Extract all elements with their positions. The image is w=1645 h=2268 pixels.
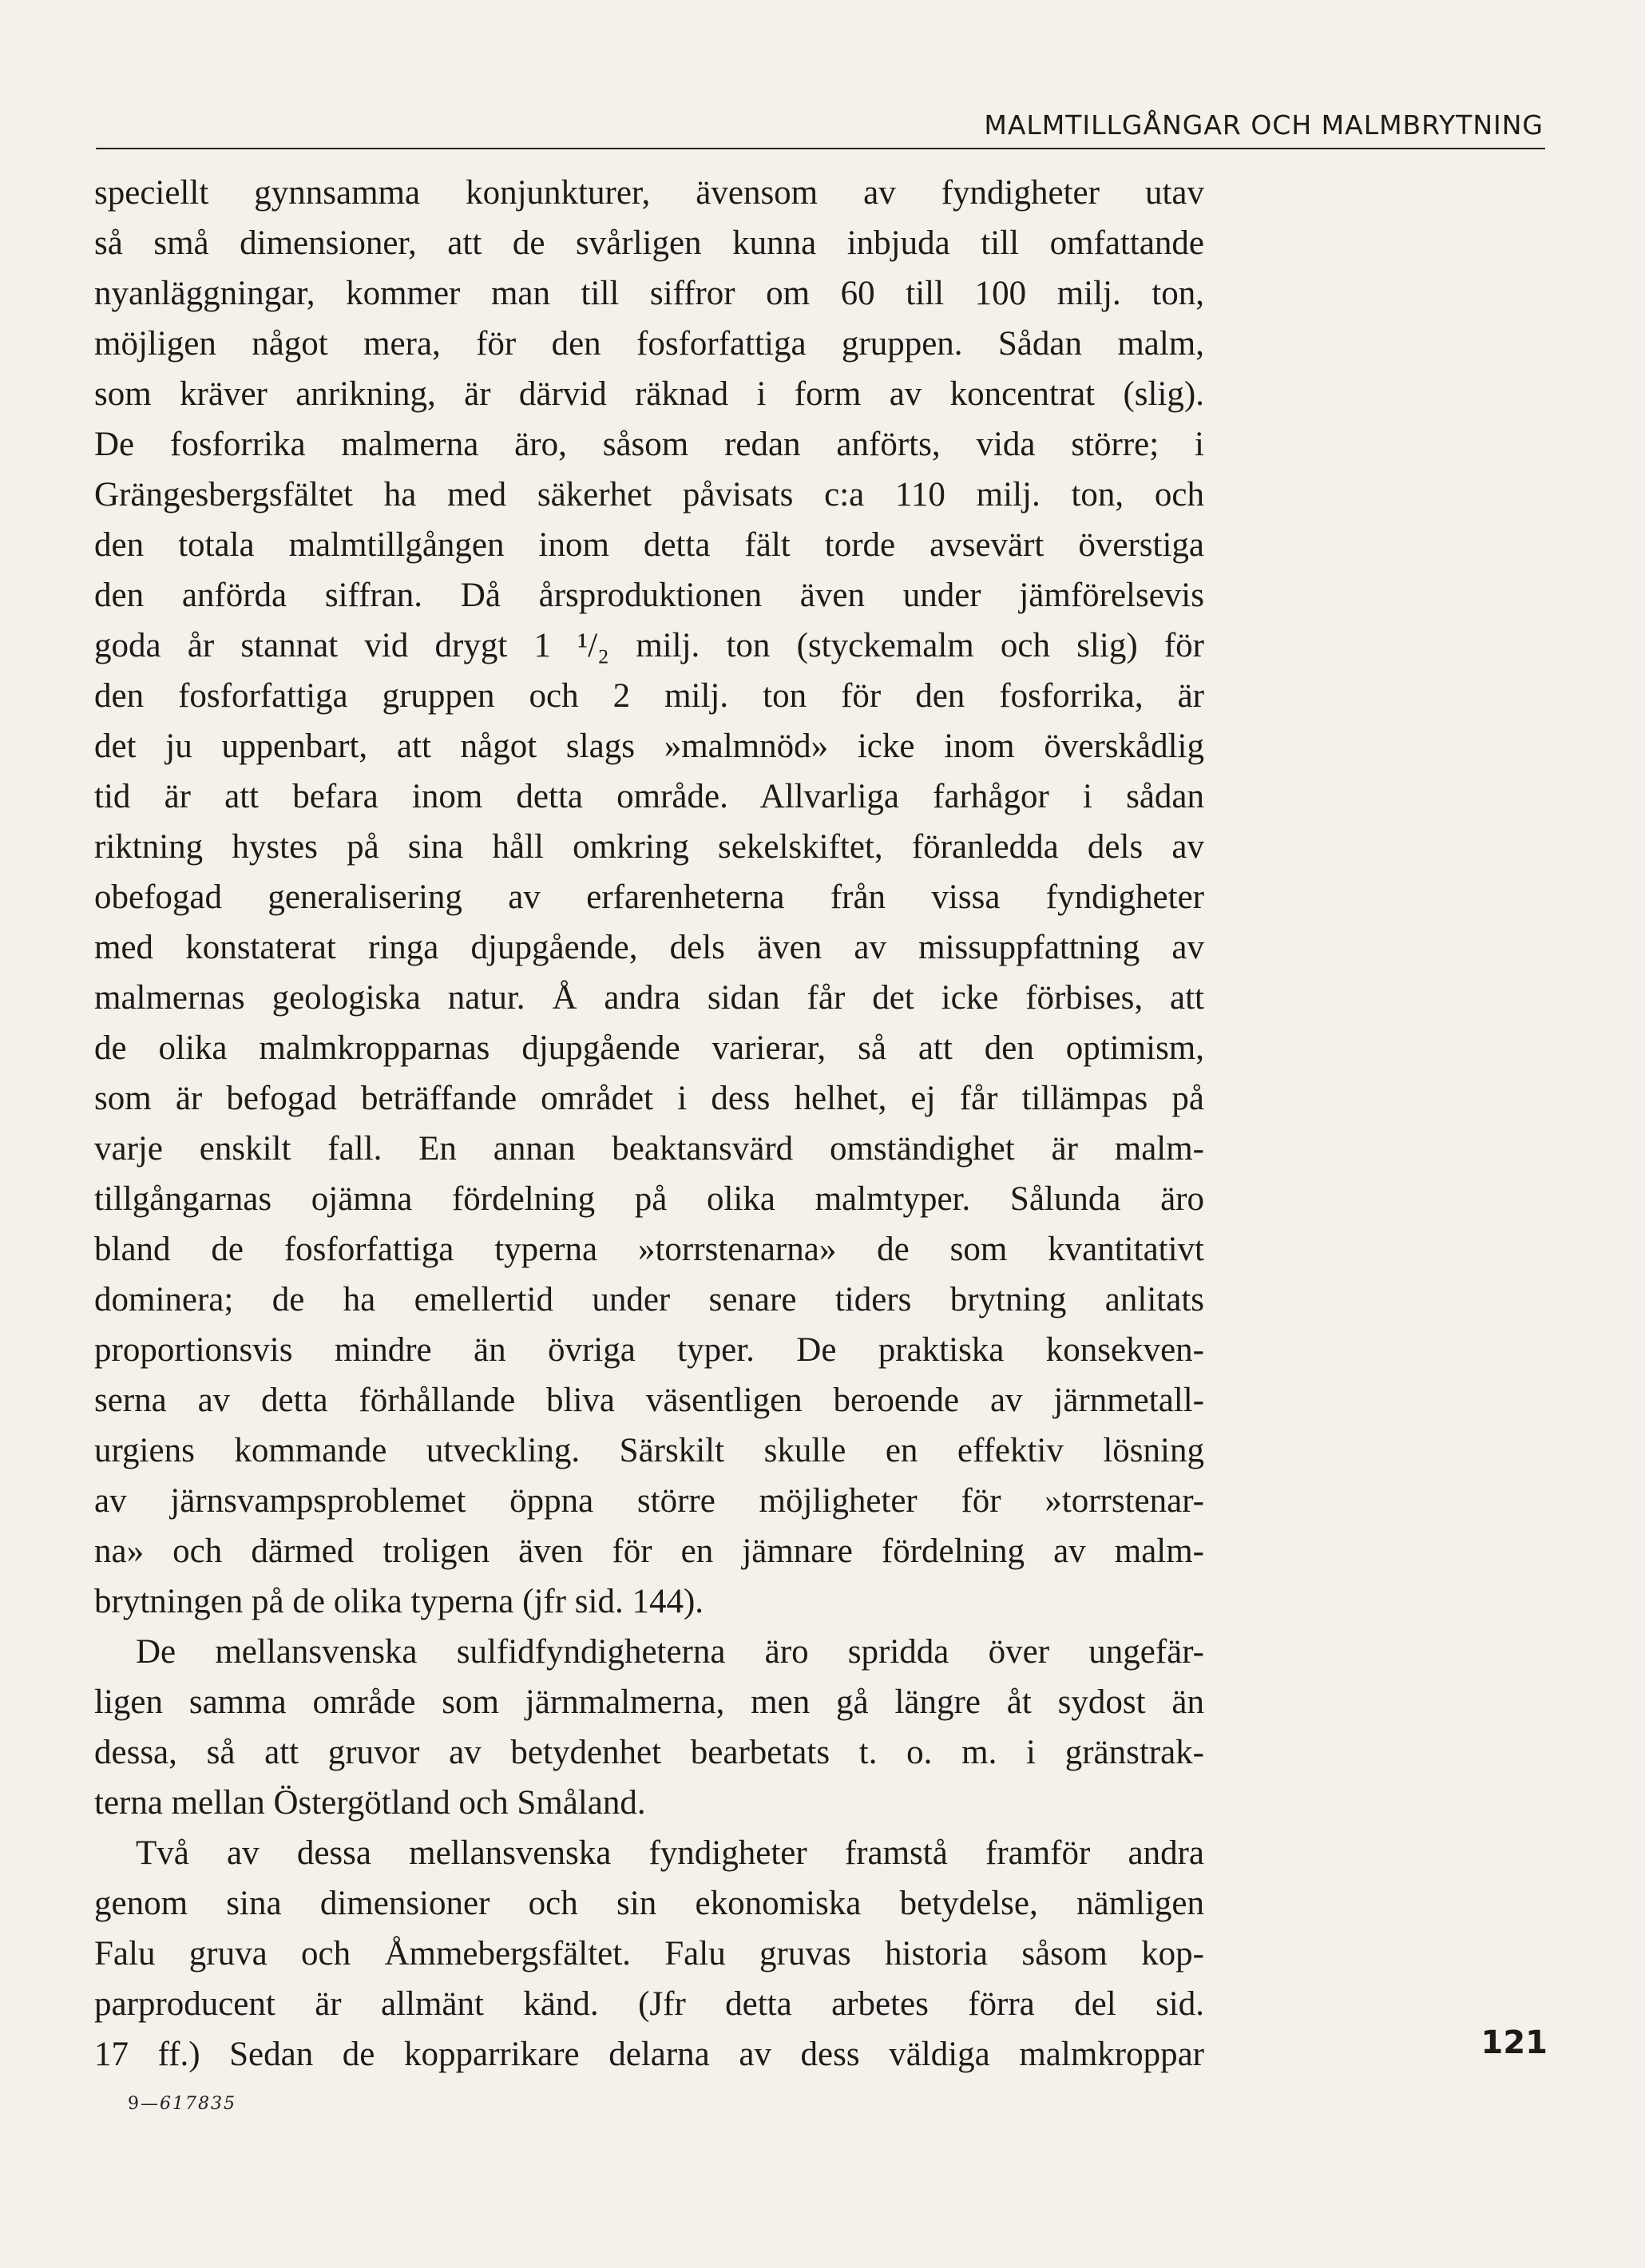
text-line: bland de fosforfattiga typerna »torrstenarna» de som kvantitativt <box>94 1231 1204 1268</box>
signature-code: 617835 <box>160 2094 236 2114</box>
text-line: som är befogad beträffande området i dess helhet, ej får tillämpas på <box>94 1080 1204 1117</box>
text-line: goda år stannat vid drygt 1 ¹/₂ milj. ton (styckemalm och slig) för <box>94 627 1204 664</box>
text-line: den anförda siffran. Då årsproduktionen även under jämförelsevis <box>94 577 1204 614</box>
text-line: det ju uppenbart, att något slags »malmnöd» icke inom överskådlig <box>94 728 1204 765</box>
text-line: 17 ff.) Sedan de kopparrikare delarna av dess väldiga malmkroppar <box>94 2036 1204 2073</box>
text-line: tillgångarnas ojämna fördelning på olika malmtyper. Sålunda äro <box>94 1180 1204 1218</box>
text-line: dessa, så att gruvor av betydenhet bearbetats t. o. m. i gränstrak- <box>94 1734 1204 1771</box>
text-line: speciellt gynnsamma konjunkturer, ävensom av fyndigheter utav <box>94 174 1204 212</box>
text-line: ligen samma område som järnmalmerna, men gå längre åt sydost än <box>94 1683 1204 1721</box>
text-line: som kräver anrikning, är därvid räknad i form av koncentrat (slig). <box>94 375 1204 413</box>
text-line: Två av dessa mellansvenska fyndigheter framstå framför andra <box>136 1834 1204 1872</box>
text-line: terna mellan Östergötland och Småland. <box>94 1784 646 1822</box>
text-line: genom sina dimensioner och sin ekonomiska betydelse, nämligen <box>94 1885 1204 1922</box>
text-line: så små dimensioner, att de svårligen kunna inbjuda till omfattande <box>94 224 1204 262</box>
text-line: med konstaterat ringa djupgående, dels även av missuppfattning av <box>94 929 1204 966</box>
text-line: na» och därmed troligen även för en jämnare fördelning av malm- <box>94 1532 1204 1570</box>
text-line: Falu gruva och Åmmebergsfältet. Falu gruvas historia såsom kop- <box>94 1935 1204 1973</box>
paragraph-3 <box>94 1828 1204 2080</box>
text-line: den fosforfattiga gruppen och 2 milj. ton för den fosforrika, är <box>94 677 1204 715</box>
body-text <box>94 168 1204 2080</box>
text-line: malmernas geologiska natur. Å andra sidan får det icke förbises, att <box>94 979 1204 1017</box>
text-line: serna av detta förhållande bliva väsentligen beroende av järnmetall- <box>94 1382 1204 1419</box>
running-title: MALMTILLGÅNGAR OCH MALMBRYTNING <box>984 109 1544 141</box>
paragraph-2 <box>94 1627 1204 1828</box>
text-line: proportionsvis mindre än övriga typer. De praktiska konsekven- <box>94 1331 1204 1369</box>
text-line: Grängesbergsfältet ha med säkerhet påvisats c:a 110 milj. ton, och <box>94 476 1204 513</box>
signature-prefix: 9— <box>128 2094 160 2114</box>
text-line: nyanläggningar, kommer man till siffror om 60 till 100 milj. ton, <box>94 275 1204 312</box>
text-line: de olika malmkropparnas djupgående varierar, så att den optimism, <box>94 1029 1204 1067</box>
text-line: De fosforrika malmerna äro, såsom redan anförts, vida större; i <box>94 426 1204 463</box>
text-line: varje enskilt fall. En annan beaktansvärd omständighet är malm- <box>94 1130 1204 1168</box>
text-line: tid är att befara inom detta område. Allvarliga farhågor i sådan <box>94 778 1204 815</box>
printer-signature-mark <box>128 2094 236 2114</box>
text-line: brytningen på de olika typerna (jfr sid. 144). <box>94 1583 704 1620</box>
text-line: riktning hystes på sina håll omkring sekelskiftet, föranledda dels av <box>94 828 1204 866</box>
page-number: 121 <box>1480 2024 1548 2061</box>
paragraph-1 <box>94 168 1204 1627</box>
text-line: obefogad generalisering av erfarenheterna från vissa fyndigheter <box>94 878 1204 916</box>
text-line: De mellansvenska sulfidfyndigheterna äro spridda över ungefär- <box>136 1633 1204 1671</box>
text-line: den totala malmtillgången inom detta fält torde avsevärt överstiga <box>94 526 1204 564</box>
text-line: dominera; de ha emellertid under senare tiders brytning anlitats <box>94 1281 1204 1318</box>
header-rule <box>96 148 1545 149</box>
text-line: urgiens kommande utveckling. Särskilt skulle en effektiv lösning <box>94 1432 1204 1469</box>
text-line: av järnsvampsproblemet öppna större möjligheter för »torrstenar- <box>94 1482 1204 1520</box>
text-line: möjligen något mera, för den fosforfattiga gruppen. Sådan malm, <box>94 325 1204 363</box>
text-line: parproducent är allmänt känd. (Jfr detta arbetes förra del sid. <box>94 1985 1204 2023</box>
